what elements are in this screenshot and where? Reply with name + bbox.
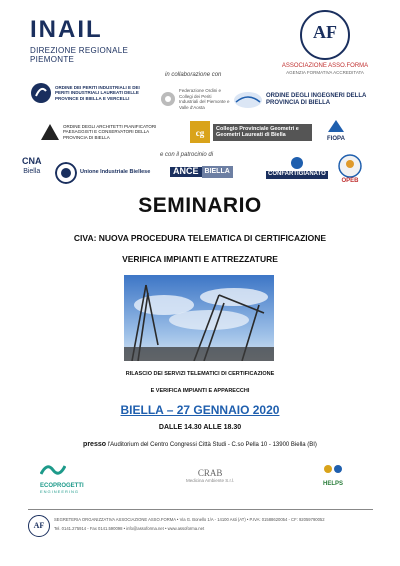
- collab-label: in collaborazione con: [165, 72, 222, 78]
- rilascio-line2: E VERIFICA IMPIANTI E APPARECCHI: [150, 388, 250, 394]
- ui-biellese-text: Unione Industriale Biellese: [80, 169, 151, 176]
- seminar-subtitle1: CIVA: NUOVA PROCEDURA TELEMATICA DI CERTIFICAZIONE: [73, 233, 327, 243]
- ecoprogetti-logo: [40, 460, 110, 494]
- opeb-logo: [338, 154, 362, 185]
- fiopa-emblem-icon: [326, 118, 346, 134]
- geometri-text: Collegio Provinciale Geometri e Geometri Laureati di Biella: [213, 124, 312, 141]
- assoforma-name: ASSOCIAZIONE ASSO.FORMA: [281, 63, 369, 69]
- event-venue-line: [0, 441, 400, 448]
- ecoprogetti-sub: ENGINEERING: [40, 489, 80, 494]
- fed-ordini-text: Federazione Ordini e Collegi dei Periti Industriali del Piemonte e Valle d'Aosta: [179, 88, 230, 110]
- assoforma-logo-block: [262, 10, 388, 75]
- assoforma-tag: AGENZIA FORMATIVA ACCREDITATA: [286, 70, 364, 75]
- cranes-photo: [124, 275, 274, 361]
- ecoprogetti-wave-icon: [40, 460, 66, 478]
- fiopa-text: FIOPA: [327, 136, 345, 142]
- opeb-text: OPEB: [341, 178, 359, 184]
- footer-divider: [28, 509, 373, 510]
- ance-text: ANCE: [170, 167, 202, 177]
- crab-sub: Medicina Ambiente S.r.l.: [186, 478, 235, 483]
- periti-emblem-icon: [30, 82, 52, 104]
- crab-logo: [186, 468, 234, 483]
- periti-logo: [30, 82, 155, 104]
- seminar-title: SEMINARIO: [138, 194, 262, 217]
- cna-logo: [22, 156, 42, 177]
- confartigianato-emblem-icon: [289, 156, 305, 170]
- architetti-text: ORDINE DEGLI ARCHITETTI PIANIFICATORI PAESAGGISTI E CONSERVATORI DELLA PROVINCIA DI BIELLA: [63, 123, 157, 140]
- fed-ordini-logo: [160, 88, 230, 110]
- architetti-emblem-icon: [40, 123, 60, 141]
- footer-line1: SEGRETERIA ORGANIZZATIVA ASSOCIAZIONE ASSO.FORMA • Via G. Bonello 1/A - 14100 Asti (AT) • P.IVA: 01588620054 - CF: 92059790052: [54, 517, 325, 522]
- ecoprogetti-text: ECOPROGETTI: [40, 483, 84, 489]
- helps-text: HELPS: [322, 481, 343, 487]
- confartigianato-logo: [266, 156, 328, 179]
- geometri-emblem-icon: [190, 121, 210, 143]
- geometri-logo: [190, 121, 312, 143]
- patrocinio-label: e con il patrocinio di: [160, 152, 214, 158]
- ance-logo: [170, 166, 233, 178]
- inail-sub2: PIEMONTE: [30, 55, 75, 64]
- assoforma-mark-letters: AF: [313, 22, 337, 42]
- helps-emblem-icon: [322, 462, 344, 476]
- ingegneri-emblem-icon: [233, 90, 263, 110]
- helps-logo: [322, 462, 344, 487]
- cna-city: Biella: [23, 168, 41, 175]
- periti-text: ORDINE DEI PERITI INDUSTRIALI E DEI PERITI INDUSTRIALI LAUREATI DELLE PROVINCE DI BIELLA E VERCELLI: [55, 84, 140, 101]
- presso-label: presso: [83, 441, 107, 448]
- rilascio-line1: RILASCIO DEI SERVIZI TELEMATICI DI CERTIFICAZIONE: [125, 371, 275, 377]
- ui-biellese-logo: [55, 162, 150, 184]
- crab-text: CRAB: [197, 468, 223, 478]
- event-time: DALLE 14.30 ALLE 18.30: [158, 424, 242, 431]
- footer-assoforma-mark-icon: AF: [28, 515, 50, 537]
- ingegneri-logo: [233, 90, 373, 110]
- inail-logo-block: [30, 18, 128, 64]
- fiopa-logo: [326, 118, 346, 143]
- inail-sub1: DIREZIONE REGIONALE: [30, 46, 129, 55]
- assoforma-mark-icon: [300, 10, 350, 60]
- footer-line2: Tel. 0141.275914 - Fax 0141.590098 • info@assoforma.net • www.assoforma.net: [54, 526, 205, 531]
- cna-text: CNA: [22, 156, 42, 166]
- ingegneri-text: ORDINE DEGLI INGEGNERI DELLA PROVINCIA DI BIELLA: [266, 93, 367, 106]
- architetti-logo: [40, 123, 168, 141]
- seminar-subtitle2: VERIFICA IMPIANTI E ATTREZZATURE: [122, 254, 278, 264]
- opeb-emblem-icon: [338, 154, 362, 178]
- confartigianato-text: CONFARTIGIANATO: [268, 171, 326, 177]
- ui-biellese-emblem-icon: [55, 162, 77, 184]
- inail-logo: INAIL: [30, 16, 103, 43]
- svg-text:cg: cg: [195, 128, 205, 138]
- event-venue: l'Auditorium del Centro Congressi Città Studi - C.so Pella 10 - 13900 Biella (BI): [107, 442, 317, 448]
- fed-ordini-emblem-icon: [160, 91, 176, 107]
- event-date: BIELLA – 27 GENNAIO 2020: [120, 403, 280, 417]
- ance-city: BIELLA: [202, 166, 233, 178]
